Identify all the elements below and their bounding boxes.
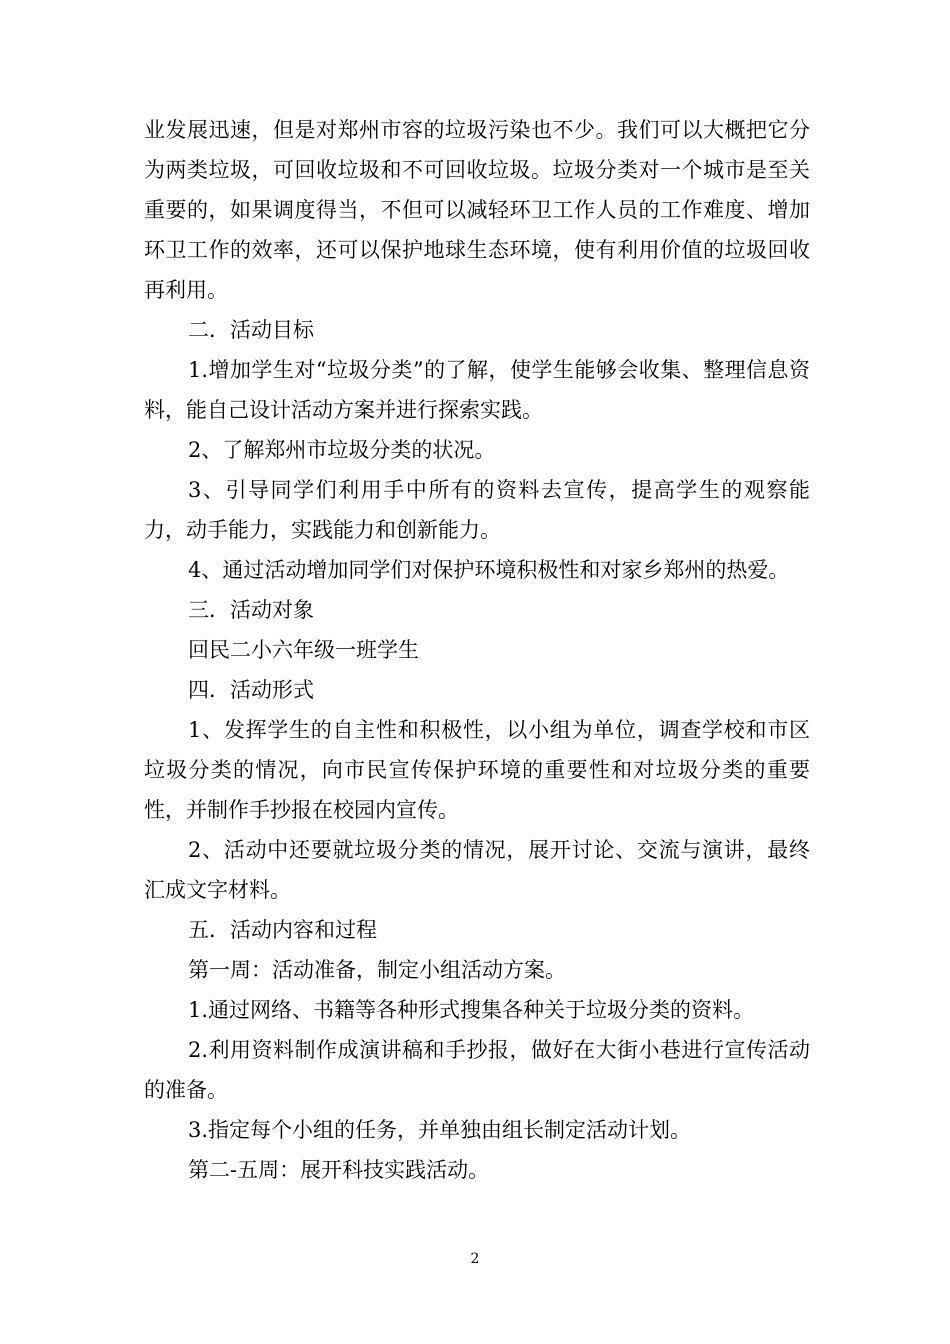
form-item-2: 2、活动中还要就垃圾分类的情况，展开讨论、交流与演讲，最终汇成文字材料。 xyxy=(144,838,810,902)
heading-activity-goals: 二．活动目标 xyxy=(188,318,314,342)
goal-item-2: 2、了解郑州市垃圾分类的状况。 xyxy=(188,438,496,462)
paragraph-intro-continued: 业发展迅速，但是对郑州市容的垃圾污染也不少。我们可以大概把它分为两类垃圾，可回收垃圾和不可回收垃圾。垃圾分类对一个城市是至关重要的，如果调度得当，不但可以减轻环卫工作人员的工作难度、增加环卫工作的效率，还可以保护地球生态环境，使有利用价值的垃圾回收再利用。 xyxy=(144,118,810,302)
target-description: 回民二小六年级一班学生 xyxy=(188,638,419,662)
heading-activity-target: 三．活动对象 xyxy=(188,598,314,622)
goal-item-1: 1.增加学生对“垃圾分类”的了解，使学生能够会收集、整理信息资料，能自己设计活动方案并进行探索实践。 xyxy=(144,358,810,422)
goal-item-3: 3、引导同学们利用手中所有的资料去宣传，提高学生的观察能力，动手能力，实践能力和创新能力。 xyxy=(144,478,810,542)
week-2-5-heading: 第二-五周：展开科技实践活动。 xyxy=(188,1158,490,1182)
goal-item-4: 4、通过活动增加同学们对保护环境积极性和对家乡郑州的热爱。 xyxy=(188,558,790,582)
week-1-heading: 第一周：活动准备，制定小组活动方案。 xyxy=(188,958,566,982)
form-item-1: 1、发挥学生的自主性和积极性，以小组为单位，调查学校和市区垃圾分类的情况，向市民宣传保护环境的重要性和对垃圾分类的重要性，并制作手抄报在校园内宣传。 xyxy=(144,718,810,822)
document-body xyxy=(144,110,810,1190)
week-1-item-1: 1.通过网络、书籍等各种形式搜集各种关于垃圾分类的资料。 xyxy=(188,998,755,1022)
week-1-item-2: 2.利用资料制作成演讲稿和手抄报，做好在大街小巷进行宣传活动的准备。 xyxy=(144,1038,810,1102)
heading-activity-content: 五．活动内容和过程 xyxy=(188,918,377,942)
heading-activity-form: 四．活动形式 xyxy=(188,678,314,702)
page-number: 2 xyxy=(470,1251,480,1267)
week-1-item-3: 3.指定每个小组的任务，并单独由组长制定活动计划。 xyxy=(188,1118,692,1142)
